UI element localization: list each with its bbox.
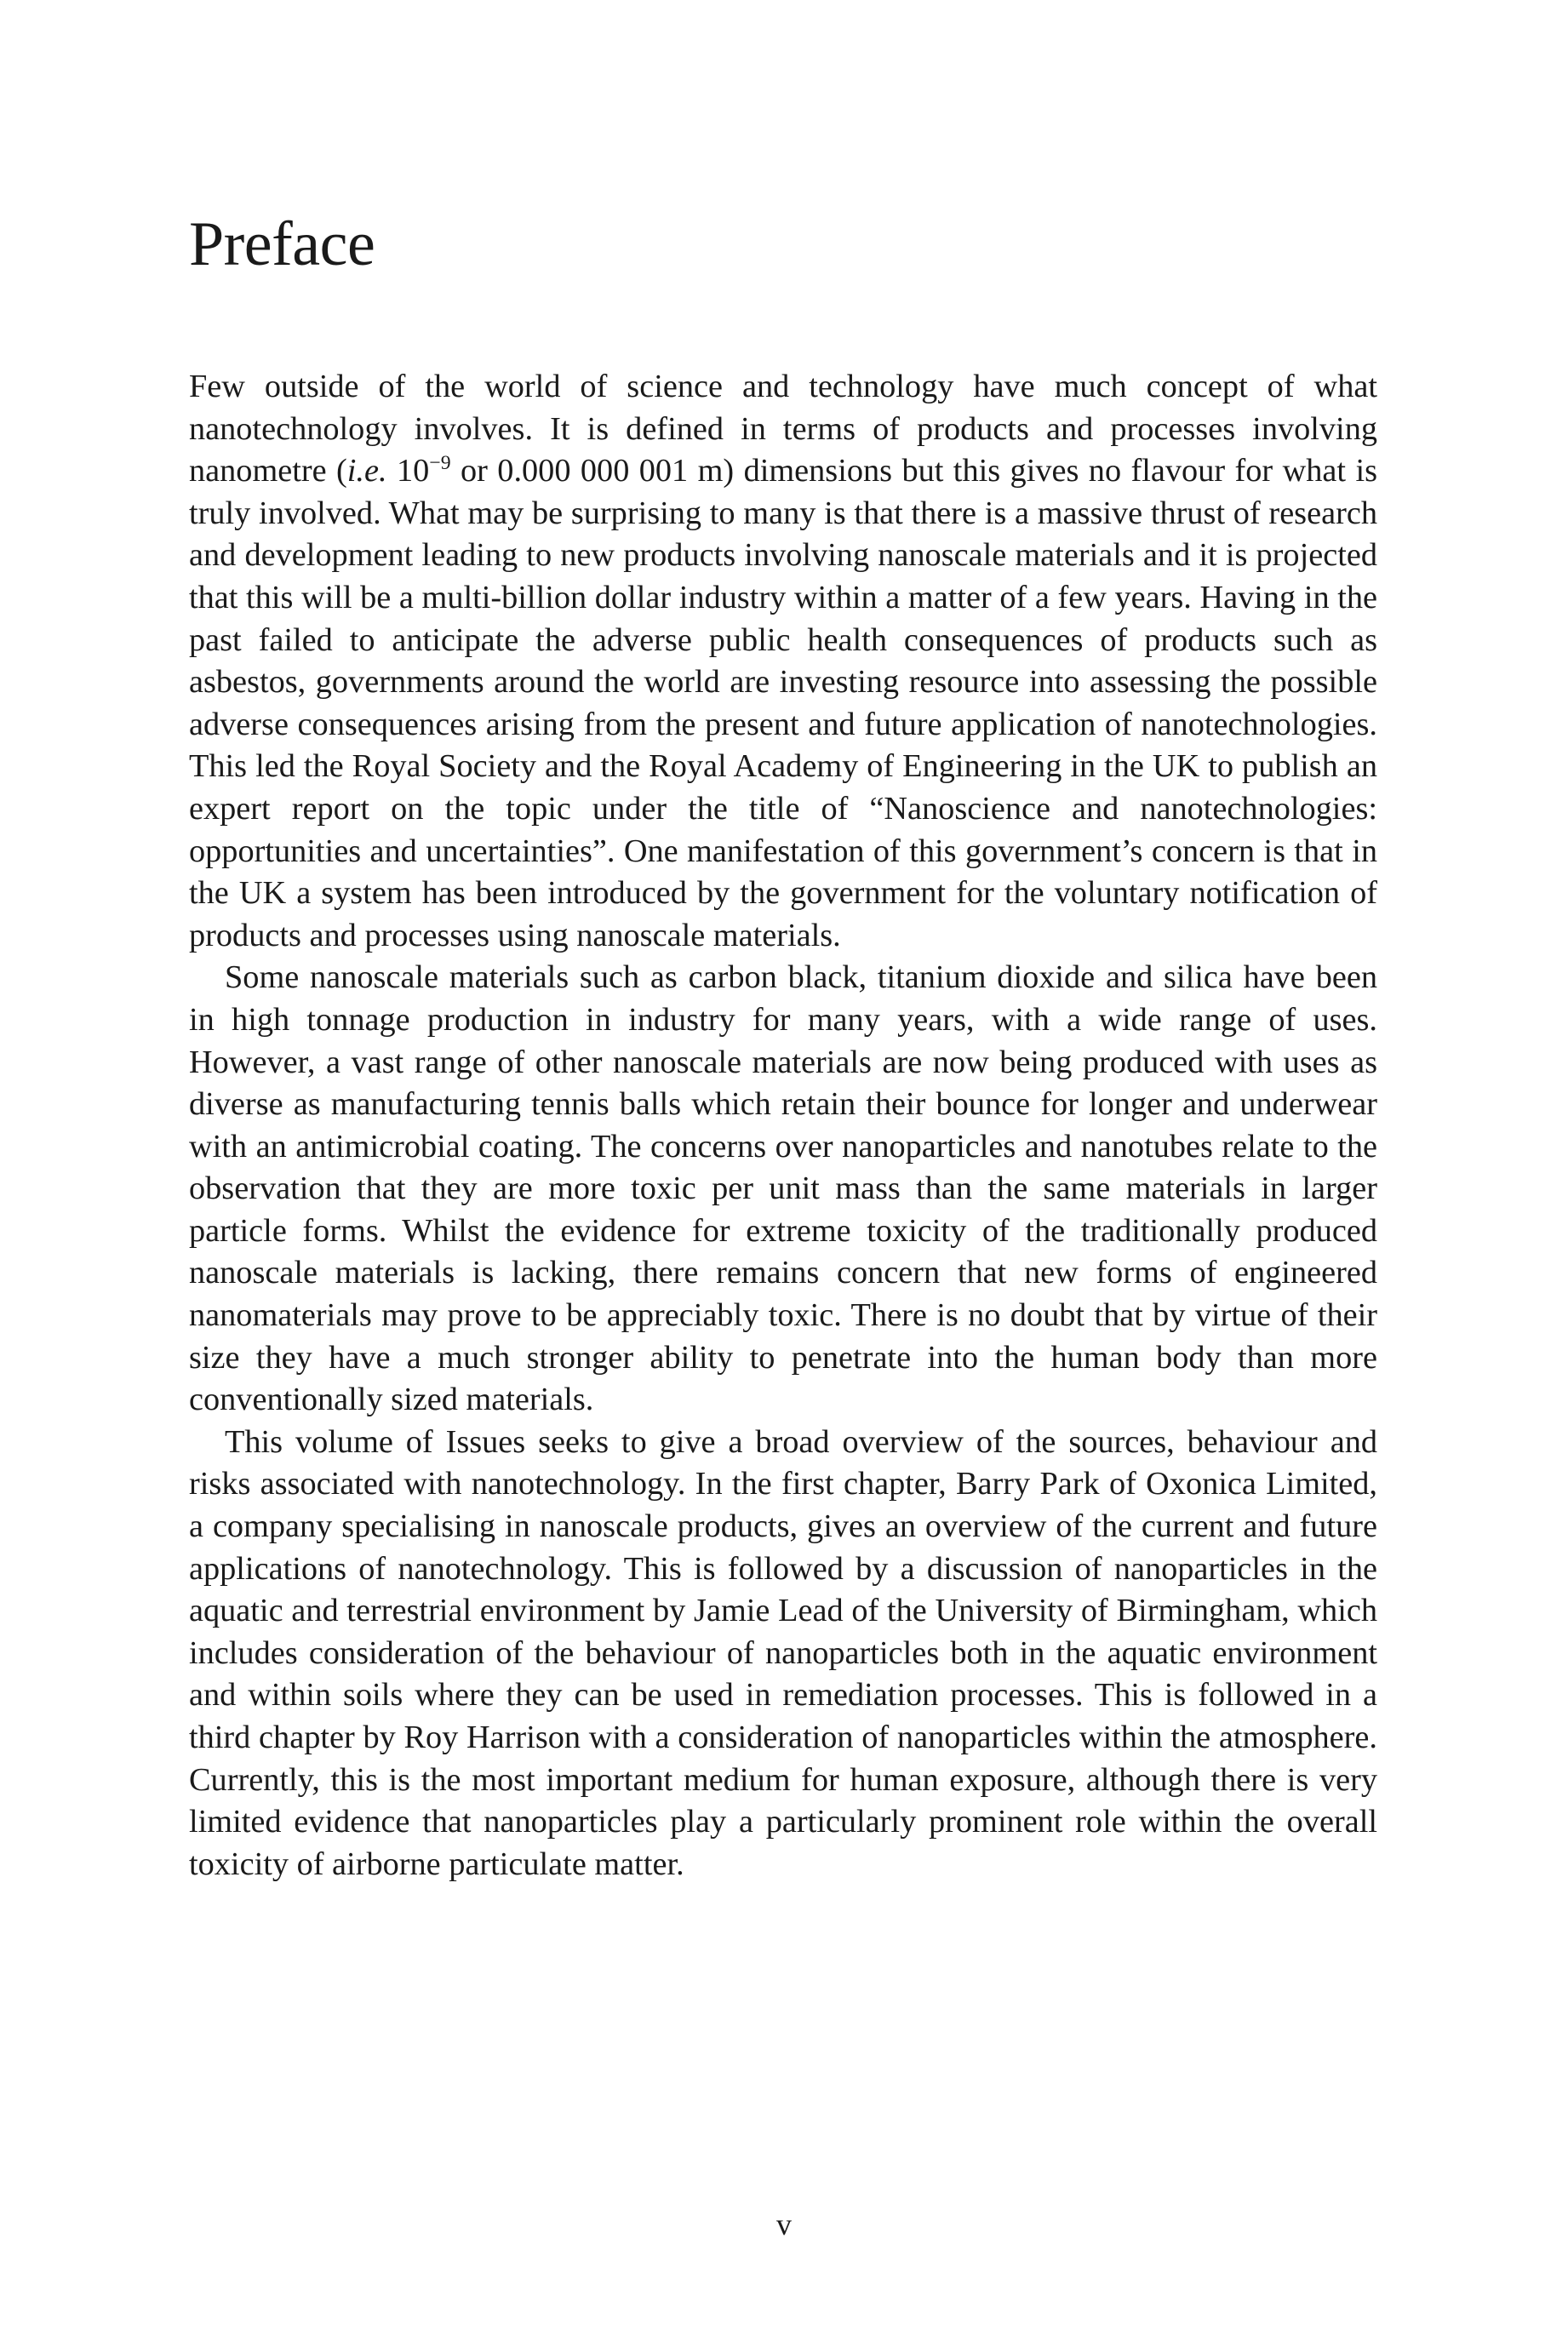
paragraph-2: Some nanoscale materials such as carbon black, titanium dioxide and silica have been in high tonnage production in industry for many years, with a wide range of uses. However, a vast range of other nanoscale materials are now being produced with uses as diverse as manufacturing tennis balls which retain their bounce for longer and underwear with an antimicrobial coating. The concerns over nanoparticles and nanotubes relate to the observation that they are more toxic per unit mass than the same materials in larger particle forms. Whilst the evidence for extreme toxicity of the traditionally produced nanoscale materials is lacking, there remains concern that new forms of engineered nanomaterials may prove to be appreciably toxic. There is no doubt that by virtue of their size they have a much stronger ability to penetrate into the human body than more conventionally sized materials. <box>189 959 1377 1418</box>
paragraph-3: This volume of Issues seeks to give a broad overview of the sources, behaviour and risks associated with nanotechnology. In the first chapter, Barry Park of Oxonica Limited, a company specialising in nanoscale products, gives an overview of the current and future applications of nanotechnology. This is followed by a discussion of nanoparticles in the aquatic and terrestrial environment by Jamie Lead of the University of Birmingham, which includes consideration of the behaviour of nanoparticles both in the aquatic environment and within soils where they can be used in remediation processes. This is followed in a third chapter by Roy Harrison with a consideration of nanoparticles within the atmosphere. Currently, this is the most important medium for human exposure, although there is very limited evidence that nanoparticles play a particularly prominent role within the overall toxicity of airborne particulate matter. <box>189 1423 1377 1882</box>
preface-body <box>189 366 1377 1886</box>
paragraph-1 <box>189 366 1377 957</box>
paragraph-1-part-b: or 0.000 000 001 m) dimensions but this gives no flavour for what is truly involved. What may be surprising to many is that there is a massive thrust of research and development leading to new products involving nanoscale materials and it is projected that this will be a multi-billion dollar industry within a matter of a few years. Having in the past failed to anticipate the adverse public health consequences of products such as asbestos, governments around the world are investing resource into assessing the possible adverse consequences arising from the present and future application of nanotechnologies. This led the Royal Society and the Royal Academy of Engineering in the UK to publish an expert report on the topic under the title of “Nanoscience and nanotechnologies: opportunities and uncertainties”. One manifestation of this government’s concern is that in the UK a system has been introduced by the government for the voluntary notification of products and processes using nanoscale materials. <box>189 453 1377 953</box>
page-number: v <box>776 2207 792 2241</box>
nanometre-exponent: −9 <box>429 452 451 475</box>
page-title: Preface <box>189 209 375 279</box>
ie-abbreviation: i.e. <box>346 453 387 489</box>
nanometre-base: 10 <box>386 453 430 489</box>
paragraph-1-part-a: Few outside of the world of science and technology have much concept of what nanotechnology involves. It is defined in terms of products and processes involving nanometre ( <box>189 369 1377 489</box>
